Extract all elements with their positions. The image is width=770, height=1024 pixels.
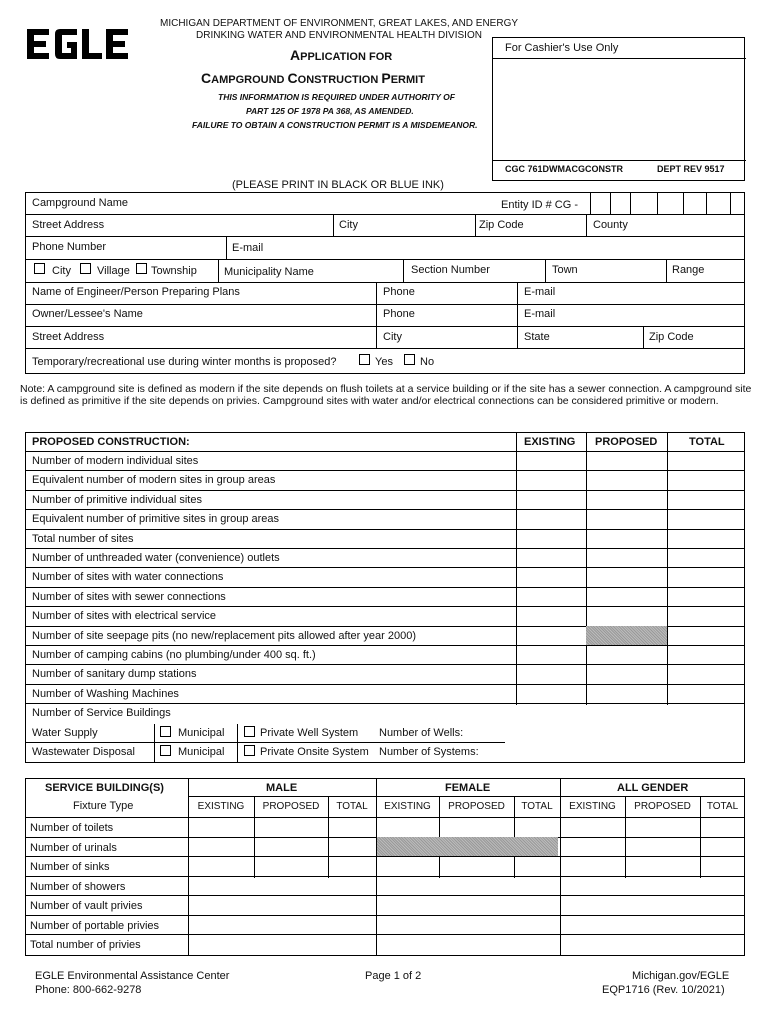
street-address-label[interactable]: Street Address [32, 219, 105, 231]
service-subhead-existing: EXISTING [197, 801, 245, 812]
service-row-label: Number of showers [30, 880, 126, 893]
winter-no-label: No [420, 356, 435, 368]
service-row-label: Number of toilets [30, 822, 114, 834]
female-urinals-shaded [377, 837, 558, 856]
construction-row-label: Number of sites with electrical service [32, 610, 217, 623]
authority-line-2: PART 125 OF 1978 PA 368, AS AMENDED. [246, 106, 414, 116]
construction-row-label: Number of unthreaded water (convenience) outlets [32, 552, 280, 564]
construction-col-total: TOTAL [689, 436, 725, 448]
owner-name-label[interactable]: Owner/Lessee's Name [32, 308, 143, 320]
construction-row-label: Total number of sites [32, 532, 134, 545]
water-supply-label: Water Supply [32, 727, 98, 739]
cashier-dept-rev: DEPT REV 9517 [657, 164, 725, 174]
dept-line-2: DRINKING WATER AND ENVIRONMENTAL HEALTH DIVISION [196, 30, 482, 41]
authority-line-3: FAILURE TO OBTAIN A CONSTRUCTION PERMIT IS A MISDEMEANOR. [192, 120, 478, 130]
construction-col-proposed: PROPOSED [595, 436, 658, 448]
campground-name-label[interactable]: Campground Name [32, 197, 128, 209]
municipality-name-label[interactable]: Municipality Name [224, 266, 314, 278]
email-label[interactable]: E-mail [232, 242, 264, 254]
construction-row-label: Number of sanitary dump stations [32, 668, 197, 681]
service-row-label: Total number of privies [30, 939, 141, 951]
applicant-table [25, 192, 745, 374]
service-subhead-total: TOTAL [336, 801, 368, 812]
service-row-label: Number of urinals [30, 841, 117, 854]
owner-city-label[interactable]: City [383, 331, 402, 343]
service-row-label: Number of sinks [30, 861, 110, 873]
zip-code-label[interactable]: Zip Code [479, 219, 524, 231]
dept-line-1: MICHIGAN DEPARTMENT OF ENVIRONMENT, GREAT LAKES, AND ENERGY [160, 18, 519, 29]
winter-use-question: Temporary/recreational use during winter months is proposed? [32, 356, 337, 368]
wastewater-label: Wastewater Disposal [32, 746, 135, 758]
service-row-label: Number of portable privies [30, 919, 160, 932]
construction-row-label: Number of site seepage pits (no new/replacement pits allowed after year 2000) [32, 629, 416, 642]
private-onsite-checkbox[interactable] [244, 745, 255, 756]
owner-zip-label[interactable]: Zip Code [649, 331, 694, 343]
county-label[interactable]: County [593, 219, 628, 231]
city-checkbox[interactable] [34, 263, 45, 274]
title-line-1: APPLICATION FOR [290, 47, 393, 63]
engineer-name-label[interactable]: Name of Engineer/Person Preparing Plans [32, 286, 240, 298]
service-subhead-total: TOTAL [521, 801, 553, 812]
cashier-code: CGC 761DWMACGCONSTR [505, 164, 624, 174]
construction-row-label: Number of sites with sewer connections [32, 590, 226, 603]
construction-col-existing: EXISTING [524, 436, 576, 448]
print-note: (PLEASE PRINT IN BLACK OR BLUE INK) [232, 179, 444, 191]
village-option-label: Village [97, 265, 130, 277]
water-municipal-checkbox[interactable] [160, 726, 171, 737]
number-of-wells-label[interactable]: Number of Wells: [379, 727, 464, 739]
winter-yes-label: Yes [375, 356, 393, 368]
service-subhead-existing: EXISTING [569, 801, 616, 812]
construction-row-label: Number of camping cabins (no plumbing/under 400 sq. ft.) [32, 649, 316, 661]
township-option-label: Township [151, 265, 197, 277]
footer-phone: Phone: 800-662-9278 [35, 984, 142, 996]
owner-street-label[interactable]: Street Address [32, 331, 105, 343]
all-gender-heading: ALL GENDER [617, 782, 689, 794]
footer-site[interactable]: Michigan.gov/EGLE [632, 970, 730, 982]
wastewater-municipal-label: Municipal [178, 746, 225, 758]
egle-logo [25, 26, 131, 62]
winter-yes-checkbox[interactable] [359, 354, 370, 365]
cashier-box [492, 37, 745, 181]
construction-row-label: Number of sites with water connections [32, 571, 224, 584]
construction-row-label: Number of modern individual sites [32, 455, 199, 467]
footer-form-number: EQP1716 (Rev. 10/2021) [602, 984, 725, 996]
section-number-label[interactable]: Section Number [411, 264, 490, 276]
private-onsite-label: Private Onsite System [260, 746, 369, 758]
engineer-phone-label[interactable]: Phone [383, 286, 415, 298]
construction-row-label: Equivalent number of modern sites in group areas [32, 474, 276, 487]
construction-row-label: Number of primitive individual sites [32, 493, 202, 506]
city-option-label: City [52, 265, 71, 277]
construction-row-label: Number of Service Buildings [32, 707, 171, 720]
site-definition-note: Note: A campground site is defined as modern if the site depends on flush toilets at a service building or if the site has a sewer connection. A campground site is defined as primitive if the site depends on privies. Campground sites with water and/or electrical connections can be considered primitive or modern. [20, 383, 752, 407]
service-subhead-proposed: PROPOSED [262, 801, 320, 812]
engineer-email-label[interactable]: E-mail [524, 286, 556, 298]
service-heading: SERVICE BUILDING(S) [45, 782, 164, 794]
number-of-systems-label[interactable]: Number of Systems: [379, 746, 479, 758]
entity-id-label[interactable]: Entity ID # CG - [501, 199, 579, 211]
town-label[interactable]: Town [552, 264, 578, 276]
city-label[interactable]: City [339, 219, 358, 231]
private-well-checkbox[interactable] [244, 726, 255, 737]
female-heading: FEMALE [445, 782, 491, 794]
footer-page-number: Page 1 of 2 [365, 970, 422, 982]
township-checkbox[interactable] [136, 263, 147, 274]
construction-row-label: Number of Washing Machines [32, 687, 179, 700]
service-subhead-proposed: PROPOSED [634, 801, 691, 812]
private-well-label: Private Well System [260, 727, 359, 739]
fixture-type-label: Fixture Type [73, 800, 134, 812]
construction-heading: PROPOSED CONSTRUCTION: [32, 436, 190, 448]
service-row-label: Number of vault privies [30, 900, 143, 912]
construction-row-label: Equivalent number of primitive sites in group areas [32, 513, 280, 526]
wastewater-municipal-checkbox[interactable] [160, 745, 171, 756]
winter-no-checkbox[interactable] [404, 354, 415, 365]
seepage-proposed-shaded [586, 626, 667, 645]
authority-line-1: THIS INFORMATION IS REQUIRED UNDER AUTHORITY OF [218, 92, 455, 102]
cashier-label: For Cashier's Use Only [505, 42, 619, 54]
phone-number-label[interactable]: Phone Number [32, 241, 106, 253]
footer-center-name: EGLE Environmental Assistance Center [35, 970, 230, 982]
village-checkbox[interactable] [80, 263, 91, 274]
owner-state-label[interactable]: State [524, 331, 550, 343]
service-subhead-total: TOTAL [706, 801, 739, 812]
range-label[interactable]: Range [672, 264, 705, 276]
title-line-2: CAMPGROUND CONSTRUCTION PERMIT [201, 70, 425, 86]
water-municipal-label: Municipal [178, 727, 225, 739]
service-subhead-existing: EXISTING [384, 801, 431, 812]
service-subhead-proposed: PROPOSED [448, 801, 505, 812]
owner-phone-label[interactable]: Phone [383, 308, 415, 320]
male-heading: MALE [266, 782, 298, 794]
owner-email-label[interactable]: E-mail [524, 308, 556, 320]
